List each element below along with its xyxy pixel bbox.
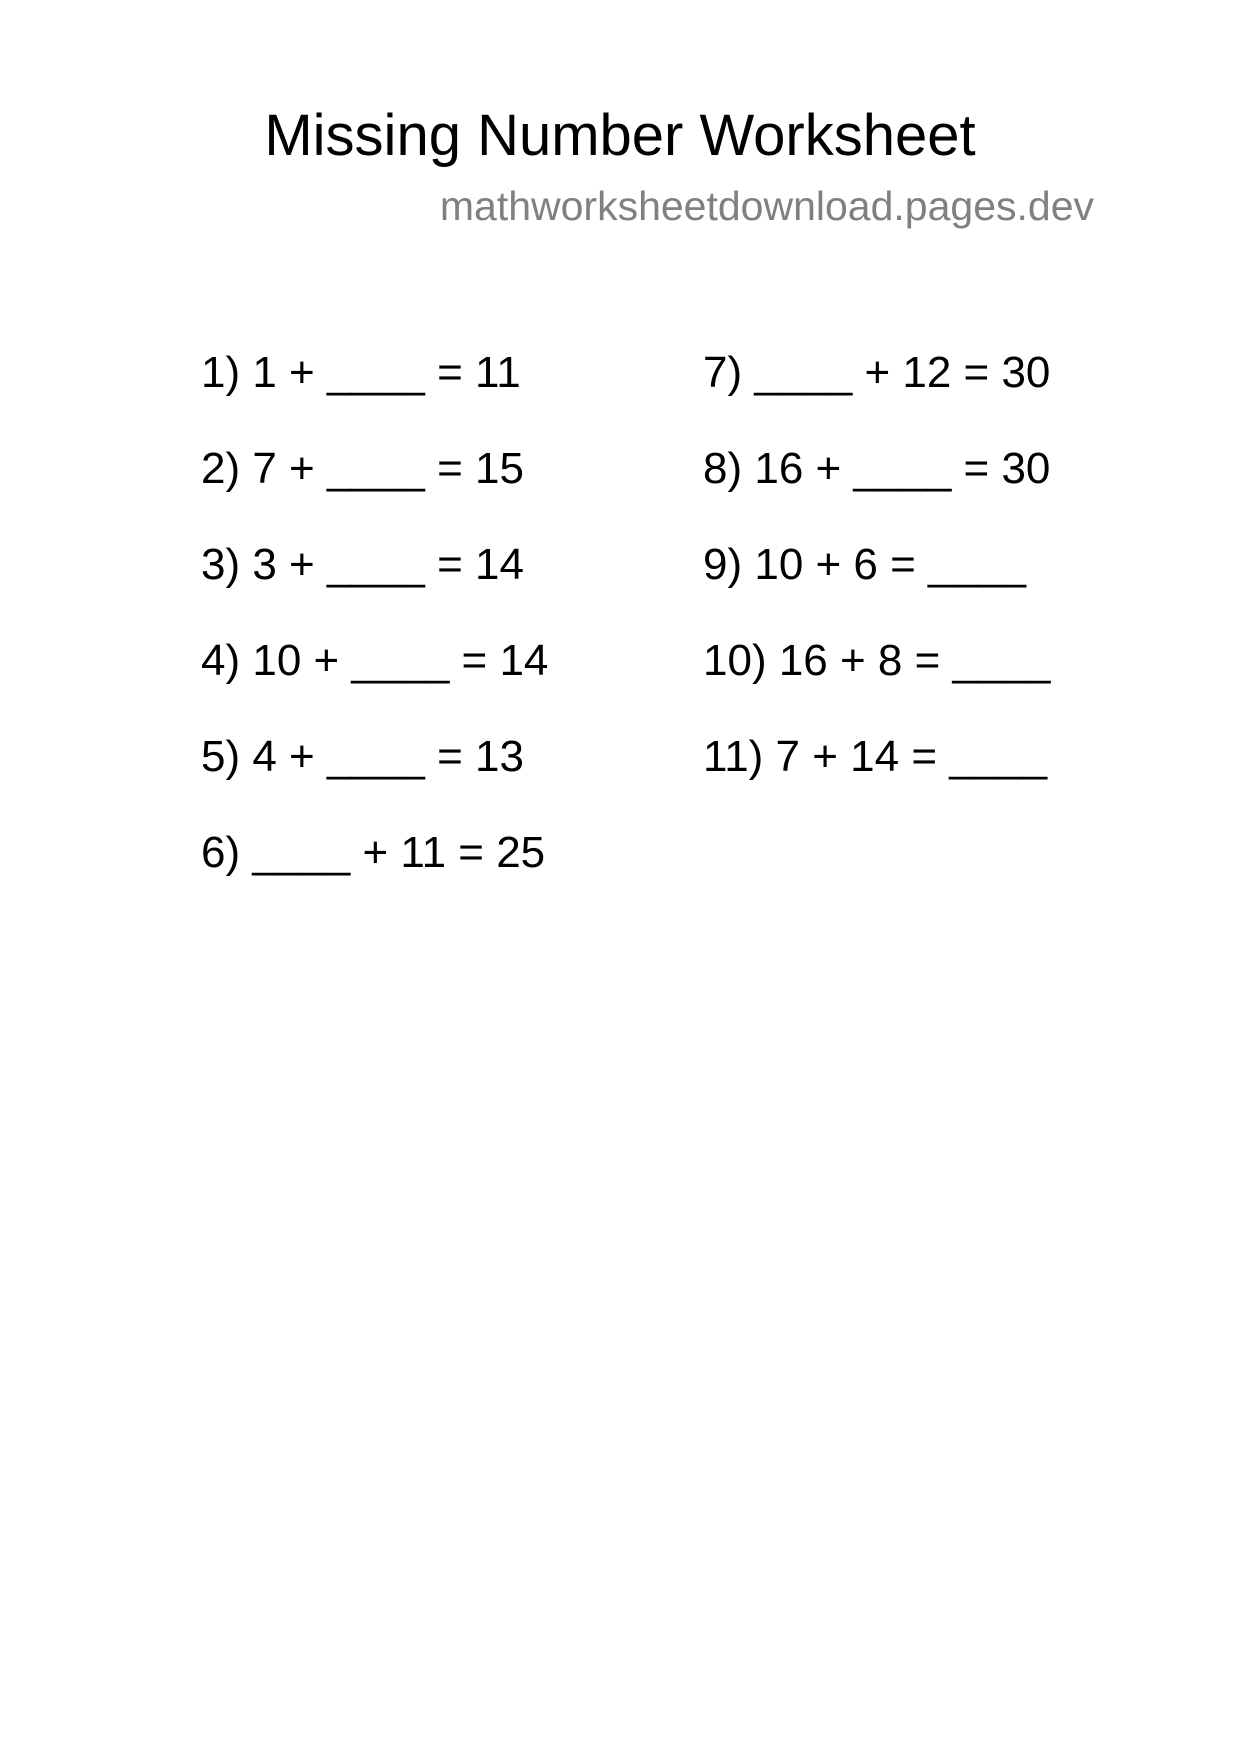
page-title: Missing Number Worksheet <box>264 103 976 168</box>
problem-item: 5) 4 + ____ = 13 <box>201 732 524 781</box>
problem-item: 7) ____ + 12 = 30 <box>703 348 1051 397</box>
problem-item: 2) 7 + ____ = 15 <box>201 444 524 493</box>
problem-item: 1) 1 + ____ = 11 <box>201 348 521 397</box>
problem-item: 11) 7 + 14 = ____ <box>703 732 1048 781</box>
problem-item: 3) 3 + ____ = 14 <box>201 540 524 589</box>
problem-item: 4) 10 + ____ = 14 <box>201 636 549 685</box>
problem-item: 9) 10 + 6 = ____ <box>703 540 1026 589</box>
problem-item: 10) 16 + 8 = ____ <box>703 636 1051 685</box>
problem-column-right <box>703 348 1050 828</box>
problem-item: 6) ____ + 11 = 25 <box>201 828 546 877</box>
problem-item: 8) 16 + ____ = 30 <box>703 444 1051 493</box>
problem-column-left <box>201 348 548 924</box>
source-url: mathworksheetdownload.pages.dev <box>439 183 1094 229</box>
